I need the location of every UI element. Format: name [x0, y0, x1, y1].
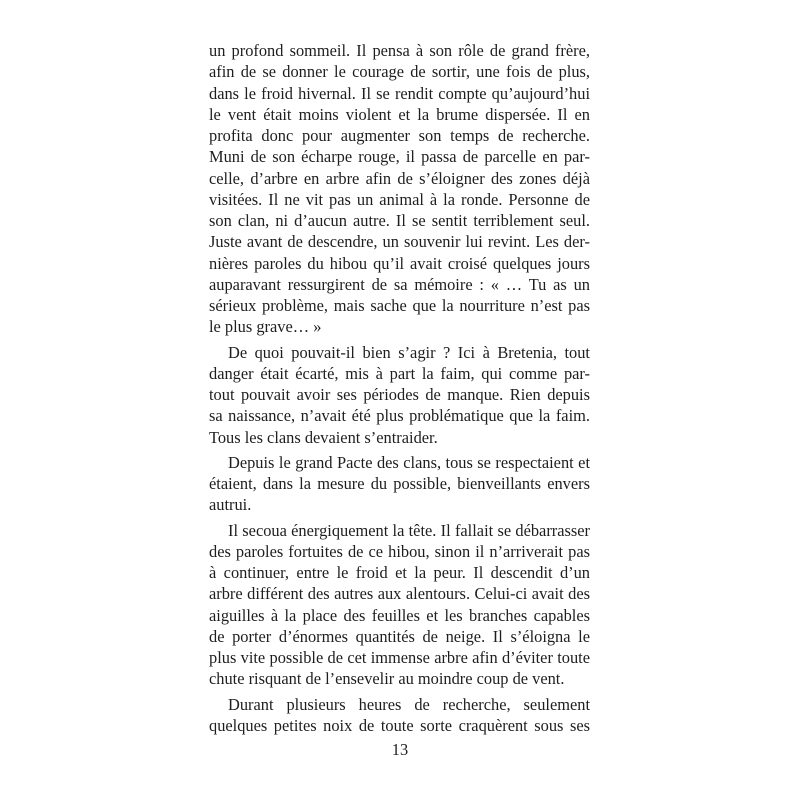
paragraph — [209, 520, 590, 690]
text-line: chute risquant de l’ensevelir au moindre coup de vent. — [209, 669, 565, 689]
text-line: arbre différent des autres aux alentours. Celui-ci avait des — [209, 584, 590, 604]
text-line: auparavant ressurgirent de sa mémoire : « … Tu as un — [209, 274, 590, 294]
text-line: sérieux problème, mais sache que la nourriture n’est pas — [209, 296, 590, 315]
text-line: tout pouvait avoir ses périodes de manque. Rien depuis — [209, 385, 590, 404]
body-text — [209, 40, 590, 736]
text-line: quelques petites noix de toute sorte craquèrent sous ses — [209, 715, 590, 735]
text-line: Tous les clans devaient s’entraider. — [209, 427, 438, 447]
text-line: à continuer, entre le froid et la peur. Il descendit d’un — [209, 563, 590, 582]
text-line: Juste avant de descendre, un souvenir lui revint. Les der- — [209, 232, 590, 252]
text-line: Durant plusieurs heures de recherche, seulement — [228, 694, 590, 714]
text-line: plus vite possible de cet immense arbre afin d’éviter toute — [209, 648, 590, 667]
text-line: le vent était moins violent et la brume dispersée. Il en — [209, 104, 590, 124]
text-line: son clan, ni d’aucun autre. Il se sentit terriblement seul. — [209, 211, 590, 230]
text-line: Il secoua énergiquement la tête. Il fallait se débarrasser — [228, 520, 590, 540]
text-line: celle, d’arbre en arbre afin de s’éloigner des zones déjà — [209, 168, 590, 188]
paragraph — [209, 694, 590, 737]
page-number: 13 — [391, 740, 409, 759]
text-line: de porter d’énormes quantités de neige. Il s’éloigna le — [209, 626, 590, 646]
text-line: danger était écarté, mis à part la faim, qui comme par- — [209, 363, 590, 383]
text-line: des paroles fortuites de ce hibou, sinon il n’arriverait pas — [209, 541, 590, 561]
paragraph — [209, 342, 590, 448]
text-line: un profond sommeil. Il pensa à son rôle de grand frère, — [209, 41, 590, 60]
text-line: nières paroles du hibou qu’il avait croisé quelques jours — [209, 253, 590, 273]
text-line: Muni de son écharpe rouge, il passa de parcelle en par- — [209, 147, 590, 167]
text-line: le plus grave… » — [209, 317, 322, 337]
paragraph — [209, 40, 590, 338]
text-line: visitées. Il ne vit pas un animal à la ronde. Personne de — [209, 189, 590, 209]
text-line: afin de se donner le courage de sortir, une fois de plus, — [209, 62, 590, 82]
text-line: autrui. — [209, 495, 252, 515]
text-line: étaient, dans la mesure du possible, bienveillants envers — [209, 474, 590, 493]
text-line: profita donc pour augmenter son temps de recherche. — [209, 126, 590, 145]
text-line: De quoi pouvait-il bien s’agir ? Ici à Bretenia, tout — [228, 342, 590, 362]
text-line: dans le froid hivernal. Il se rendit compte qu’aujourd’hui — [209, 83, 590, 103]
text-line: aiguilles à la place des feuilles et les branches capables — [209, 605, 590, 625]
text-line: sa naissance, n’avait été plus problématique que la faim. — [209, 406, 590, 426]
text-line: Depuis le grand Pacte des clans, tous se respectaient et — [228, 452, 590, 472]
paragraph — [209, 452, 590, 516]
